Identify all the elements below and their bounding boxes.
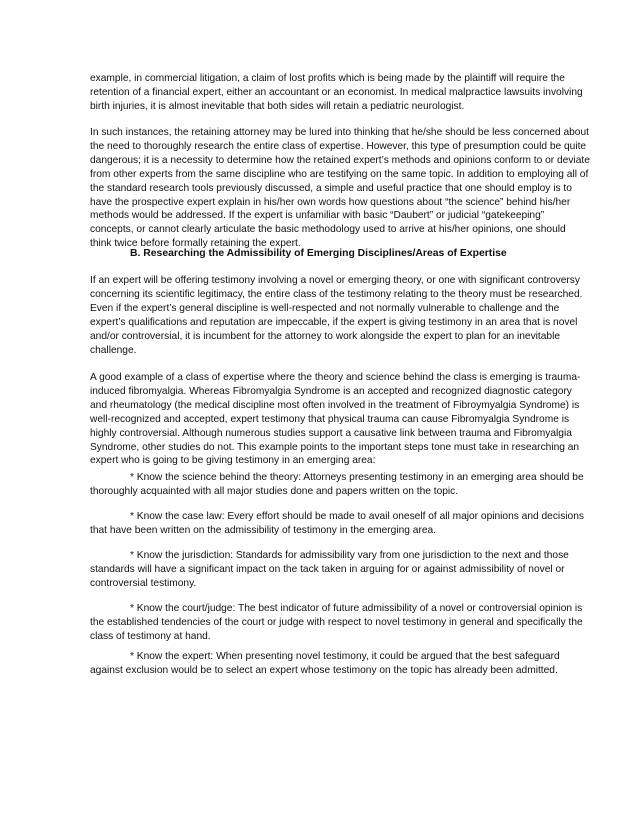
paragraph-intro: example, in commercial litigation, a claim of lost profits which is being made by the plaintiff will require the retention of a financial expert, either an accountant or an economist. In medical malpractice lawsuits involving birth injuries, it is almost inevitable that both sides will retain a pediatric neurologist.: [90, 73, 583, 112]
list-item: * Know the case law: Every effort should be made to avail oneself of all major opinions and decisions that have been written on the admissibility of testimony in the emerging area.: [90, 511, 584, 536]
list-item: * Know the jurisdiction: Standards for admissibility vary from one jurisdiction to the next and those standards will have a significant impact on the tack taken in arguing for or against admissibility of novel or controversial testimony.: [90, 550, 569, 589]
list-item: * Know the court/judge: The best indicator of future admissibility of a novel or controversial opinion is the established tendencies of the court or judge with respect to novel testimony in general and specifically the class of testimony at hand.: [90, 603, 583, 642]
list-item: * Know the science behind the theory: Attorneys presenting testimony in an emerging area should be thoroughly acquainted with all major studies done and papers written on the topic.: [90, 472, 584, 497]
section-heading-b: B. Researching the Admissibility of Emerging Disciplines/Areas of Expertise: [130, 248, 507, 259]
paragraph-fibromyalgia-example: A good example of a class of expertise where the theory and science behind the class is emerging is trauma-induced fibromyalgia. Whereas Fibromyalgia Syndrome is an accepted and recognized diagnostic category and rheumatology (the medical discipline most often involved in the treatment of Fibroymyalgia Syndrome) is well-recognized and accepted, expert testimony that physical trauma can cause Fibromyalgia Syndrome is highly controversial. Although numerous studies support a causative link between trauma and Fibromyalgia Syndrome, other studies do not. This example points to the important steps tone must take in researching an expert who is going to be giving testimony in an emerging area:: [90, 372, 581, 467]
paragraph-instances: In such instances, the retaining attorney may be lured into thinking that he/she should be less concerned about the need to thoroughly research the entire class of expertise. However, this type of presumption could be quite dangerous; it is a necessity to determine how the retained expert’s methods and opinions conform to or deviate from other experts from the same discipline who are testifying on the same topic. In addition to employing all of the standard research tools previously discussed, a simple and useful practice that one should employ is to have the prospective expert explain in his/her own words how questions about “the science” behind his/her methods would be addressed. If the expert is unfamiliar with basic “Daubert” or judicial “gatekeeping” concepts, or cannot clearly articulate the basic methodology used to arrive at his/her opinions, one should think twice before formally retaining the expert.: [90, 127, 590, 250]
list-item: * Know the expert: When presenting novel testimony, it could be argued that the best safeguard against exclusion would be to select an expert whose testimony on the topic has already been admitted.: [90, 651, 560, 676]
paragraph-novel-theory: If an expert will be offering testimony involving a novel or emerging theory, or one with significant controversy concerning its scientific legitimacy, the entire class of the testimony relating to the theory must be researched. Even if the expert’s general discipline is well-respected and not normally vulnerable to challenge and the expert’s qualifications and reputation are impeccable, if the expert is giving testimony in an area that is novel and/or controversial, it is incumbent for the attorney to work alongside the expert to plan for an inevitable challenge.: [90, 275, 583, 356]
